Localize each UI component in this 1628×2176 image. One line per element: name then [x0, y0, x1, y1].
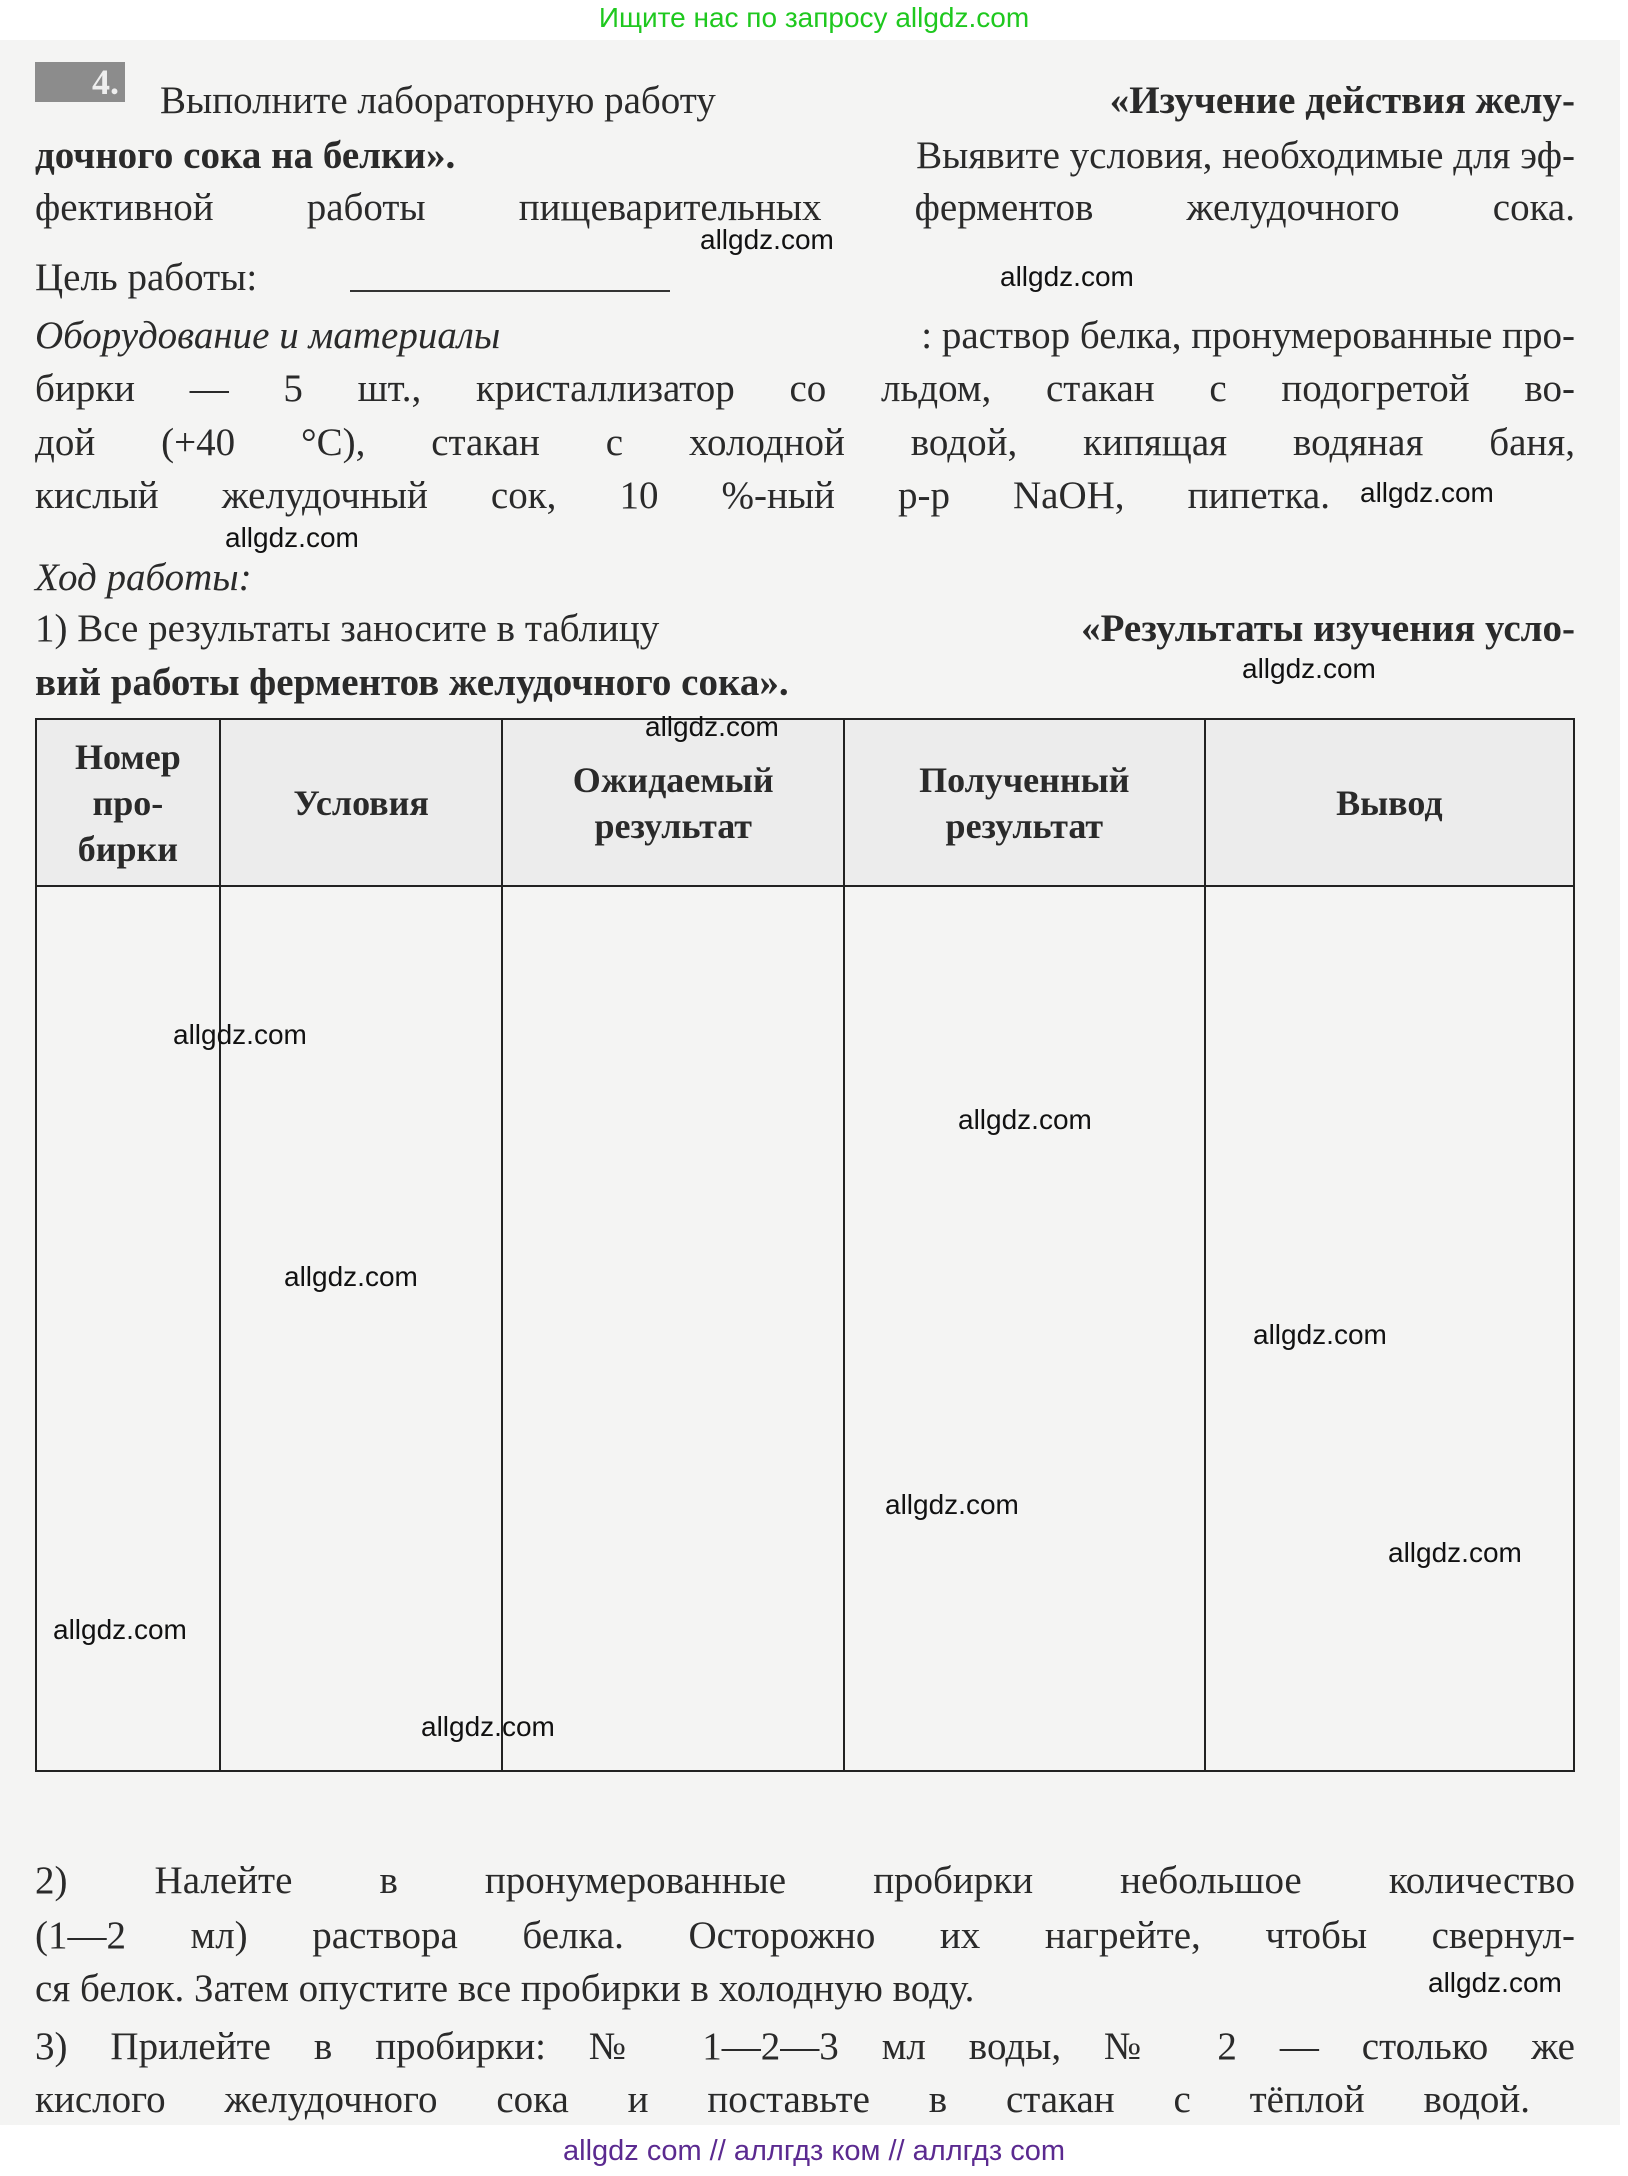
- text-segment: Оборудование и материалы: [35, 314, 501, 357]
- text-line: [35, 1915, 1575, 1957]
- text-segment: фективной работы пищеварительных ферментов желудочного сока.: [35, 186, 1575, 229]
- text-line: [35, 135, 1575, 177]
- header-tube-number: Номер про- бирки: [36, 719, 220, 886]
- table-header-row: [36, 719, 1574, 886]
- watermark: allgdz.com: [1428, 1967, 1562, 1998]
- text-segment: «Результаты изучения усло-: [1081, 607, 1575, 650]
- text-line: [35, 315, 1575, 357]
- watermark: allgdz.com: [1242, 653, 1376, 684]
- header-expected-result: Ожидаемый результат: [502, 719, 844, 886]
- footer-links: allgdz com // аллгдз ком // аллгдз com: [563, 2135, 1065, 2167]
- table-cell[interactable]: [502, 886, 844, 1771]
- watermark: allgdz.com: [1000, 261, 1134, 292]
- text-line: [35, 608, 1575, 650]
- watermark: allgdz.com: [53, 1614, 187, 1645]
- header-conditions: Условия: [220, 719, 503, 886]
- text-line: [35, 557, 1575, 599]
- text-segment: кислый желудочный сок, 10 %-ный р-р NaOH, пипетка.: [35, 474, 1330, 517]
- text-line: [35, 368, 1575, 410]
- text-segment: 3) Прилейте в пробирки: № 1—2—3 мл воды, № 2 — столько же: [35, 2025, 1575, 2068]
- text-segment: кислого желудочного сока и поставьте в стакан с тёплой водой.: [35, 2078, 1530, 2121]
- watermark: allgdz.com: [885, 1489, 1019, 1520]
- watermark: allgdz.com: [1253, 1319, 1387, 1350]
- text-line: [160, 80, 1575, 122]
- goal-answer-line: [350, 290, 670, 292]
- text-segment: Ход работы:: [35, 556, 252, 599]
- text-line: [35, 475, 1330, 517]
- header-obtained-result: Полученный результат: [844, 719, 1205, 886]
- watermark: allgdz.com: [284, 1261, 418, 1292]
- results-table: [35, 718, 1575, 1772]
- text-line: [35, 257, 360, 299]
- text-segment: : раствор белка, пронумерованные про-: [921, 314, 1575, 357]
- watermark: allgdz.com: [700, 224, 834, 255]
- text-line: [35, 662, 1050, 704]
- text-segment: дой (+40 °С), стакан с холодной водой, кипящая водяная баня,: [35, 421, 1575, 464]
- search-banner: Ищите нас по запросу allgdz.com: [598, 2, 1030, 33]
- text-line: [35, 422, 1575, 464]
- text-segment: дочного сока на белки».: [35, 134, 456, 177]
- watermark: allgdz.com: [1388, 1537, 1522, 1568]
- text-line: [35, 187, 1575, 229]
- header-conclusion: Вывод: [1205, 719, 1574, 886]
- watermark: allgdz.com: [645, 711, 779, 742]
- watermark: allgdz.com: [421, 1711, 555, 1742]
- text-segment: (1—2 мл) раствора белка. Осторожно их нагрейте, чтобы свернул-: [35, 1914, 1575, 1957]
- text-line: [35, 2079, 1530, 2121]
- text-segment: бирки — 5 шт., кристаллизатор со льдом, стакан с подогретой во-: [35, 367, 1575, 410]
- watermark: allgdz.com: [225, 522, 359, 553]
- task-number-badge: 4.: [35, 62, 125, 102]
- text-segment: Выполните лабораторную работу: [160, 79, 716, 122]
- watermark: allgdz.com: [173, 1019, 307, 1050]
- text-segment: «Изучение действия желу-: [1109, 79, 1575, 122]
- text-segment: 1) Все результаты заносите в таблицу: [35, 607, 660, 650]
- text-segment: Цель работы:: [35, 256, 258, 299]
- table-cell[interactable]: [844, 886, 1205, 1771]
- text-segment: вий работы ферментов желудочного сока».: [35, 661, 789, 704]
- text-line: [35, 1860, 1575, 1902]
- text-segment: Выявите условия, необходимые для эф-: [916, 134, 1575, 177]
- text-segment: ся белок. Затем опустите все пробирки в холодную воду.: [35, 1967, 975, 2010]
- watermark: allgdz.com: [1360, 477, 1494, 508]
- text-segment: 2) Налейте в пронумерованные пробирки небольшое количество: [35, 1859, 1575, 1902]
- text-line: [35, 1968, 1350, 2010]
- watermark: allgdz.com: [958, 1104, 1092, 1135]
- text-line: [35, 2026, 1575, 2068]
